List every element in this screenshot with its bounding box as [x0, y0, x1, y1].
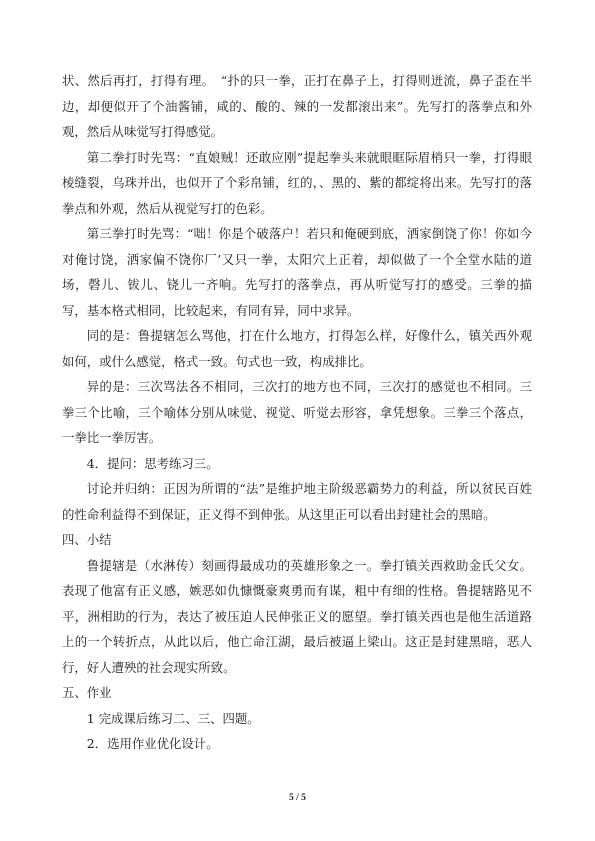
paragraph-discussion: 讨论并归纳：正因为所谓的“法”是维护地主阶级恶霸势力的利益，所以贫民百姓的性命利益得不到保证，正义得不到伸张。从这里正可以看出封建社会的黑暗。: [62, 481, 532, 522]
paragraph-question-4: 4．提问：思考练习三。: [86, 455, 219, 471]
paragraph-first-punch-cont: 状、然后再打，打得有理。 “扑的只一拳，正打在鼻子上，打得则迸流，鼻子歪在半边，却便似开了个油酱铺，咸的、酸的、辣的一发都滚出来”。先写打的落拳点和外观，然后从味觉写打得感觉。: [62, 73, 532, 139]
heading-summary: 四、小结: [62, 532, 112, 547]
paragraph-summary: 鲁提辖是（水淋传）刻画得最成功的英雄形象之一。拳打镇关西救助金氏父女。表现了他富有正义感，嫉恶如仇慷慨豪爽勇而有谋，粗中有细的性格。鲁提辖路见不平，洲相助的行为，表达了被压迫人民伸张正义的愿望。拳打镇关西也是他生活道路上的一个转折点，从此以后，他亡命江湖，最后被逼上梁山。这正是封建黑暗，恶人行，好人遭殃的社会现实所致。: [62, 557, 532, 675]
homework-item-1: 1 完成课后练习二、三、四题。: [86, 710, 260, 726]
page-number: 5 / 5: [289, 793, 306, 803]
document-body: [62, 68, 532, 757]
heading-homework: 五、作业: [62, 685, 112, 700]
paragraph-differences: 异的是：三次骂法各不相同，三次打的地方也不同，三次打的感觉也不相同。三拳三个比喻，三个喻体分别从味觉、视觉、听觉去形容，拿凭想象。三拳三个落点，一拳比一拳厉害。: [62, 379, 532, 445]
homework-item-2: 2．选用作业优化设计。: [86, 736, 219, 751]
paragraph-third-punch: 第三拳打时先骂：“咄！你是个破落户！若只和俺硬到底，洒家倒饶了你！你如今对俺讨饶，洒家偏不饶你厂’又只一拳，太阳穴上正着，却似做了一个全堂水陆的道场，磬儿、钹儿、铙儿一齐响。先写打的落拳点，再从听觉写打的感受。三拳的描写，基本格式相同，比较起来，有同有异，同中求异。: [62, 226, 532, 318]
paragraph-similarities: 同的是：鲁提辖怎么骂他，打在什么地方，打得怎么样，好像什么，镇关西外观如何，或什么感觉，格式一致。句式也一致，构成排比。: [62, 328, 532, 369]
paragraph-second-punch: 第二拳打时先骂：“直娘贼！还敢应刚”提起拳头来就眼眶际眉梢只一拳，打得眼棱缝裂，乌珠并出，也似开了个彩帛铺，红的，、黑的、紫的都绽将出来。先写打的落拳点和外观，然后从视觉写打的色彩。: [62, 149, 532, 216]
